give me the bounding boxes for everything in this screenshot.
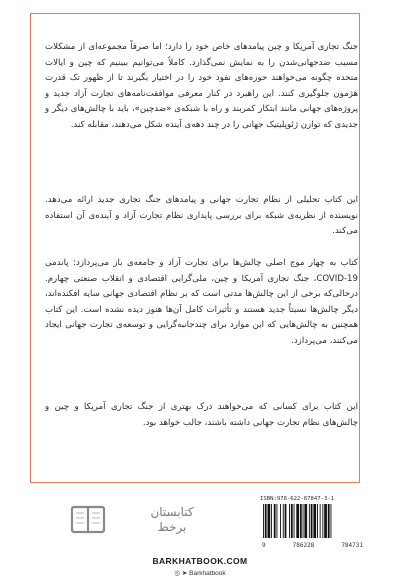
social-handle-text: Barkhatbook [189,570,226,577]
barcode-digit-group-3: 784731 [341,542,363,549]
publisher-name-line1: کتابستان [150,505,194,519]
publisher-logo [70,500,255,540]
barcode-bar [313,504,316,538]
barcode-bar [271,504,272,538]
barcode-bar [268,504,271,538]
paragraph-2-text: این کتاب تحلیلی از نظام تجارت جهانی و پیامدهای جنگ تجاری جدید ارائه می‌دهد. نویسنده از نظریه‌ی شبکه برای بررسی پایداری نظام تجارت آزاد و آینده‌ی آن استفاده می‌کند. [45,195,358,236]
barcode-bar [331,504,332,538]
barcode-bar [280,504,281,538]
paragraph-3-text: کتاب به چهار موج اصلی چالش‌ها برای تجارت آزاد و جامعه‌ی باز می‌پردازد: پاندمی COVID-19، جنگ تجاری آمریکا و چین، ملی‌گرایی اقتصادی و انقلاب صنعتی چهارم. درحالی‌که برخی از این چالش‌ها مدتی است که بر نظام اقتصادی جهانی سایه افکنده‌اند، دیگر چالش‌ها نسبتاً جدید هستند و تأثیرات کامل آن‌ها هنوز دیده نشده است. این کتاب همچنین به چالش‌هایی که این موارد برای چندجانبه‌گرایی و توسعه‌ی تجارت جهانی ایجاد می‌کنند، می‌پردازد. [45,258,358,346]
paragraph-3 [45,256,358,363]
isbn-label: ISBN:978-622-87847-3-1 [260,496,335,502]
social-handle[interactable] [0,569,400,577]
barcode-bar [309,504,310,538]
barcode-bar [304,504,307,538]
barcode-bar [283,504,284,538]
barcode-digit-group-2: 786228 [292,542,315,549]
instagram-icon: ◎ [174,570,181,577]
barcode-bar [277,504,278,538]
barcode-bar [322,504,323,538]
book-icon [70,502,106,538]
publisher-name-line2: برخط [157,520,187,534]
paragraph-1 [45,40,358,147]
barcode-bar [317,504,318,538]
paragraph-4-text: این کتاب برای کسانی که می‌خواهند درک بهتری از جنگ تجاری آمریکا و چین و چالش‌های نظام تجارت جهانی داشته باشند، جالب خواهد بود. [45,402,358,428]
publisher-name [112,505,232,535]
barcode-bar [289,504,290,538]
barcode-bar [303,504,304,538]
barcode-bar [328,504,330,538]
barcode [260,496,365,552]
barcode-bar [265,504,267,538]
barcode-bars [260,504,365,538]
paragraph-1-text: جنگ تجاری آمریکا و چین پیامدهای خاص خود را دارد؛ اما صرفاً مجموعه‌ای از مشکلات مسبب ضدجهانی‌شدن را به نمایش نمی‌گذارد. کاملاً می‌توانیم ببینیم که چین و ایالات متحده چگونه می‌خواهند حوزه‌های نفوذ خود را در اختیار بگیرند تا از ظهور تک قدرت هژمون جلوگیری کنند. این راهبرد در کنار معرفی موافقت‌نامه‌های تجارت آزاد جدید و پروژه‌های جهانی مانند ابتکار کمربند و راه با شبکه‌ی «ضدچین»، باید با چالش‌های دیگر و جدیدی که توازن ژئوپلیتیک جهانی را در چند دهه‌ی آینده شکل می‌دهند، مقابله کند. [45,42,358,130]
barcode-bar [263,504,264,538]
paragraph-2 [45,193,358,254]
barcode-bar [291,504,293,538]
barcode-bar [324,504,327,538]
barcode-bar [320,504,321,538]
barcode-bar [274,504,276,538]
barcode-bar [311,504,313,538]
barcode-bar [285,504,287,538]
paragraph-4 [45,400,358,445]
barcode-bar [296,504,299,538]
barcode-digit-group-1: 9 [262,542,266,549]
telegram-icon: ➤ [181,570,188,577]
barcode-bar [300,504,302,538]
barcode-digits [260,542,365,549]
publisher-website[interactable]: BARKHATBOOK.COM [152,556,248,566]
barcode-bar [294,504,295,538]
